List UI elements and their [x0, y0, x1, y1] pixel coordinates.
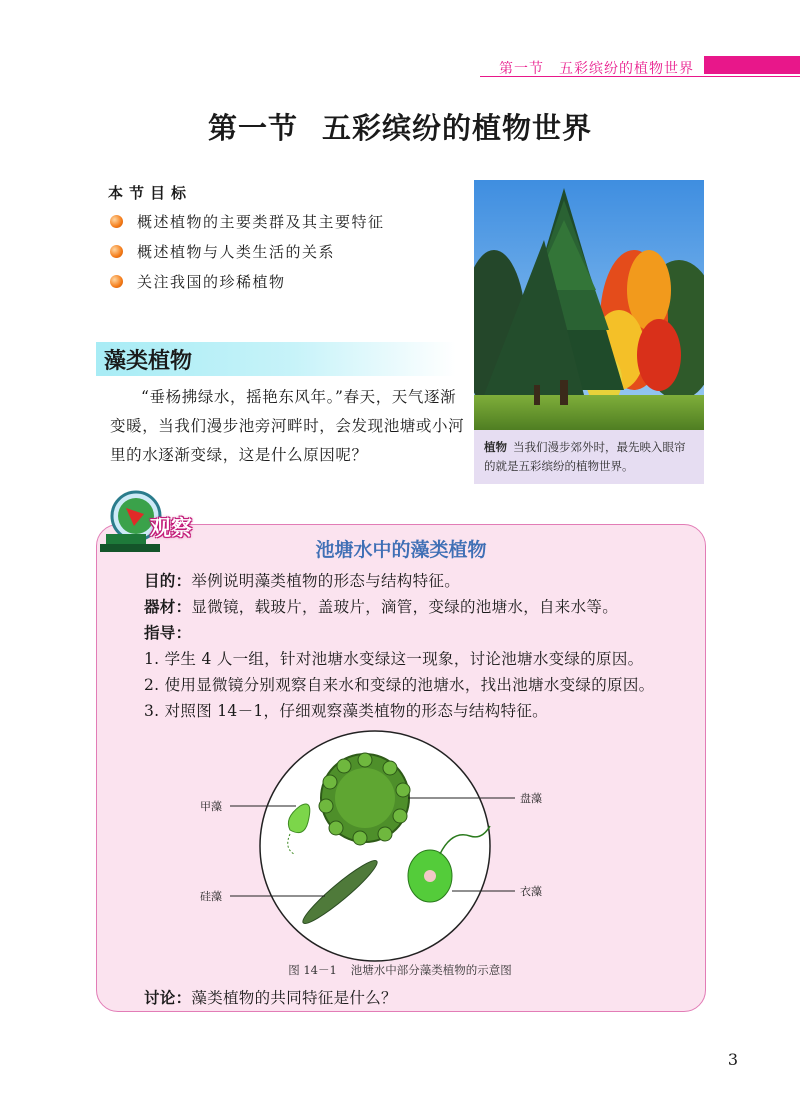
objective-item: [110, 236, 385, 266]
figure-number: 图 14－1: [288, 963, 337, 977]
label-chlamydomonas: 甲藻: [200, 800, 222, 813]
page-title-section: 第一节: [207, 111, 298, 145]
instruction-line: 指导：: [144, 624, 192, 642]
running-title: 第一节 五彩缤纷的植物世界: [499, 61, 694, 77]
observation-instructions: [144, 568, 704, 724]
label-euglena: 衣藻: [520, 885, 542, 898]
discussion: [144, 986, 397, 1008]
instruction-line: 器材：显微镜，载玻片，盖玻片，滴管，变绿的池塘水，自来水等。: [144, 598, 619, 616]
algae-diagram: [190, 726, 610, 966]
instruction-line: 2. 使用显微镜分别观察自来水和变绿的池塘水，找出池塘水变绿的原因。: [144, 676, 655, 694]
objective-text: 概述植物的主要类群及其主要特征: [137, 212, 385, 231]
objective-text: 关注我国的珍稀植物: [137, 272, 286, 291]
page-title-text: 五彩缤纷的植物世界: [322, 111, 593, 145]
photo-caption-text: 当我们漫步郊外时，最先映入眼帘的就是五彩缤纷的植物世界。: [484, 440, 686, 473]
observation-title: 池塘水中的藻类植物: [315, 539, 487, 561]
observation-label: 观察: [150, 516, 192, 540]
forest-illustration: [474, 180, 704, 430]
instruction-line: 3. 对照图 14－1，仔细观察藻类植物的形态与结构特征。: [144, 702, 548, 720]
intro-paragraph: “垂杨拂绿水，摇艳东风年。”春天，天气逐渐变暖，当我们漫步池旁河畔时，会发现池塘或小河里的水逐渐变绿，这是什么原因呢？: [110, 388, 465, 464]
label-diatom: 硅藻: [200, 890, 222, 903]
figure-caption-text: 池塘水中部分藻类植物的示意图: [350, 963, 512, 977]
section-title: 藻类植物: [104, 349, 193, 374]
orange-bullet-icon: [110, 215, 123, 228]
orange-bullet-icon: [110, 275, 123, 288]
discussion-key: 讨论：: [144, 989, 192, 1007]
objectives-title: 本节目标: [108, 184, 193, 202]
discussion-text: 藻类植物的共同特征是什么？: [191, 989, 397, 1007]
orange-bullet-icon: [110, 245, 123, 258]
photo-caption-lead: 植物: [484, 440, 507, 454]
objective-item: [110, 206, 385, 236]
objective-item: [110, 266, 385, 296]
instruction-line: 目的：举例说明藻类植物的形态与结构特征。: [144, 572, 461, 590]
objectives-list: [110, 206, 385, 296]
photo-caption: [474, 430, 704, 484]
figure-caption: [0, 962, 800, 978]
page-title: [0, 106, 800, 147]
objective-text: 概述植物与人类生活的关系: [137, 242, 336, 261]
forest-photo: [474, 180, 704, 430]
header-accent-bar: [704, 56, 800, 74]
page-number: 3: [727, 1050, 738, 1069]
instruction-line: 1. 学生 4 人一组，针对池塘水变绿这一现象，讨论池塘水变绿的原因。: [144, 650, 644, 668]
label-pediastrum: 盘藻: [520, 792, 542, 805]
